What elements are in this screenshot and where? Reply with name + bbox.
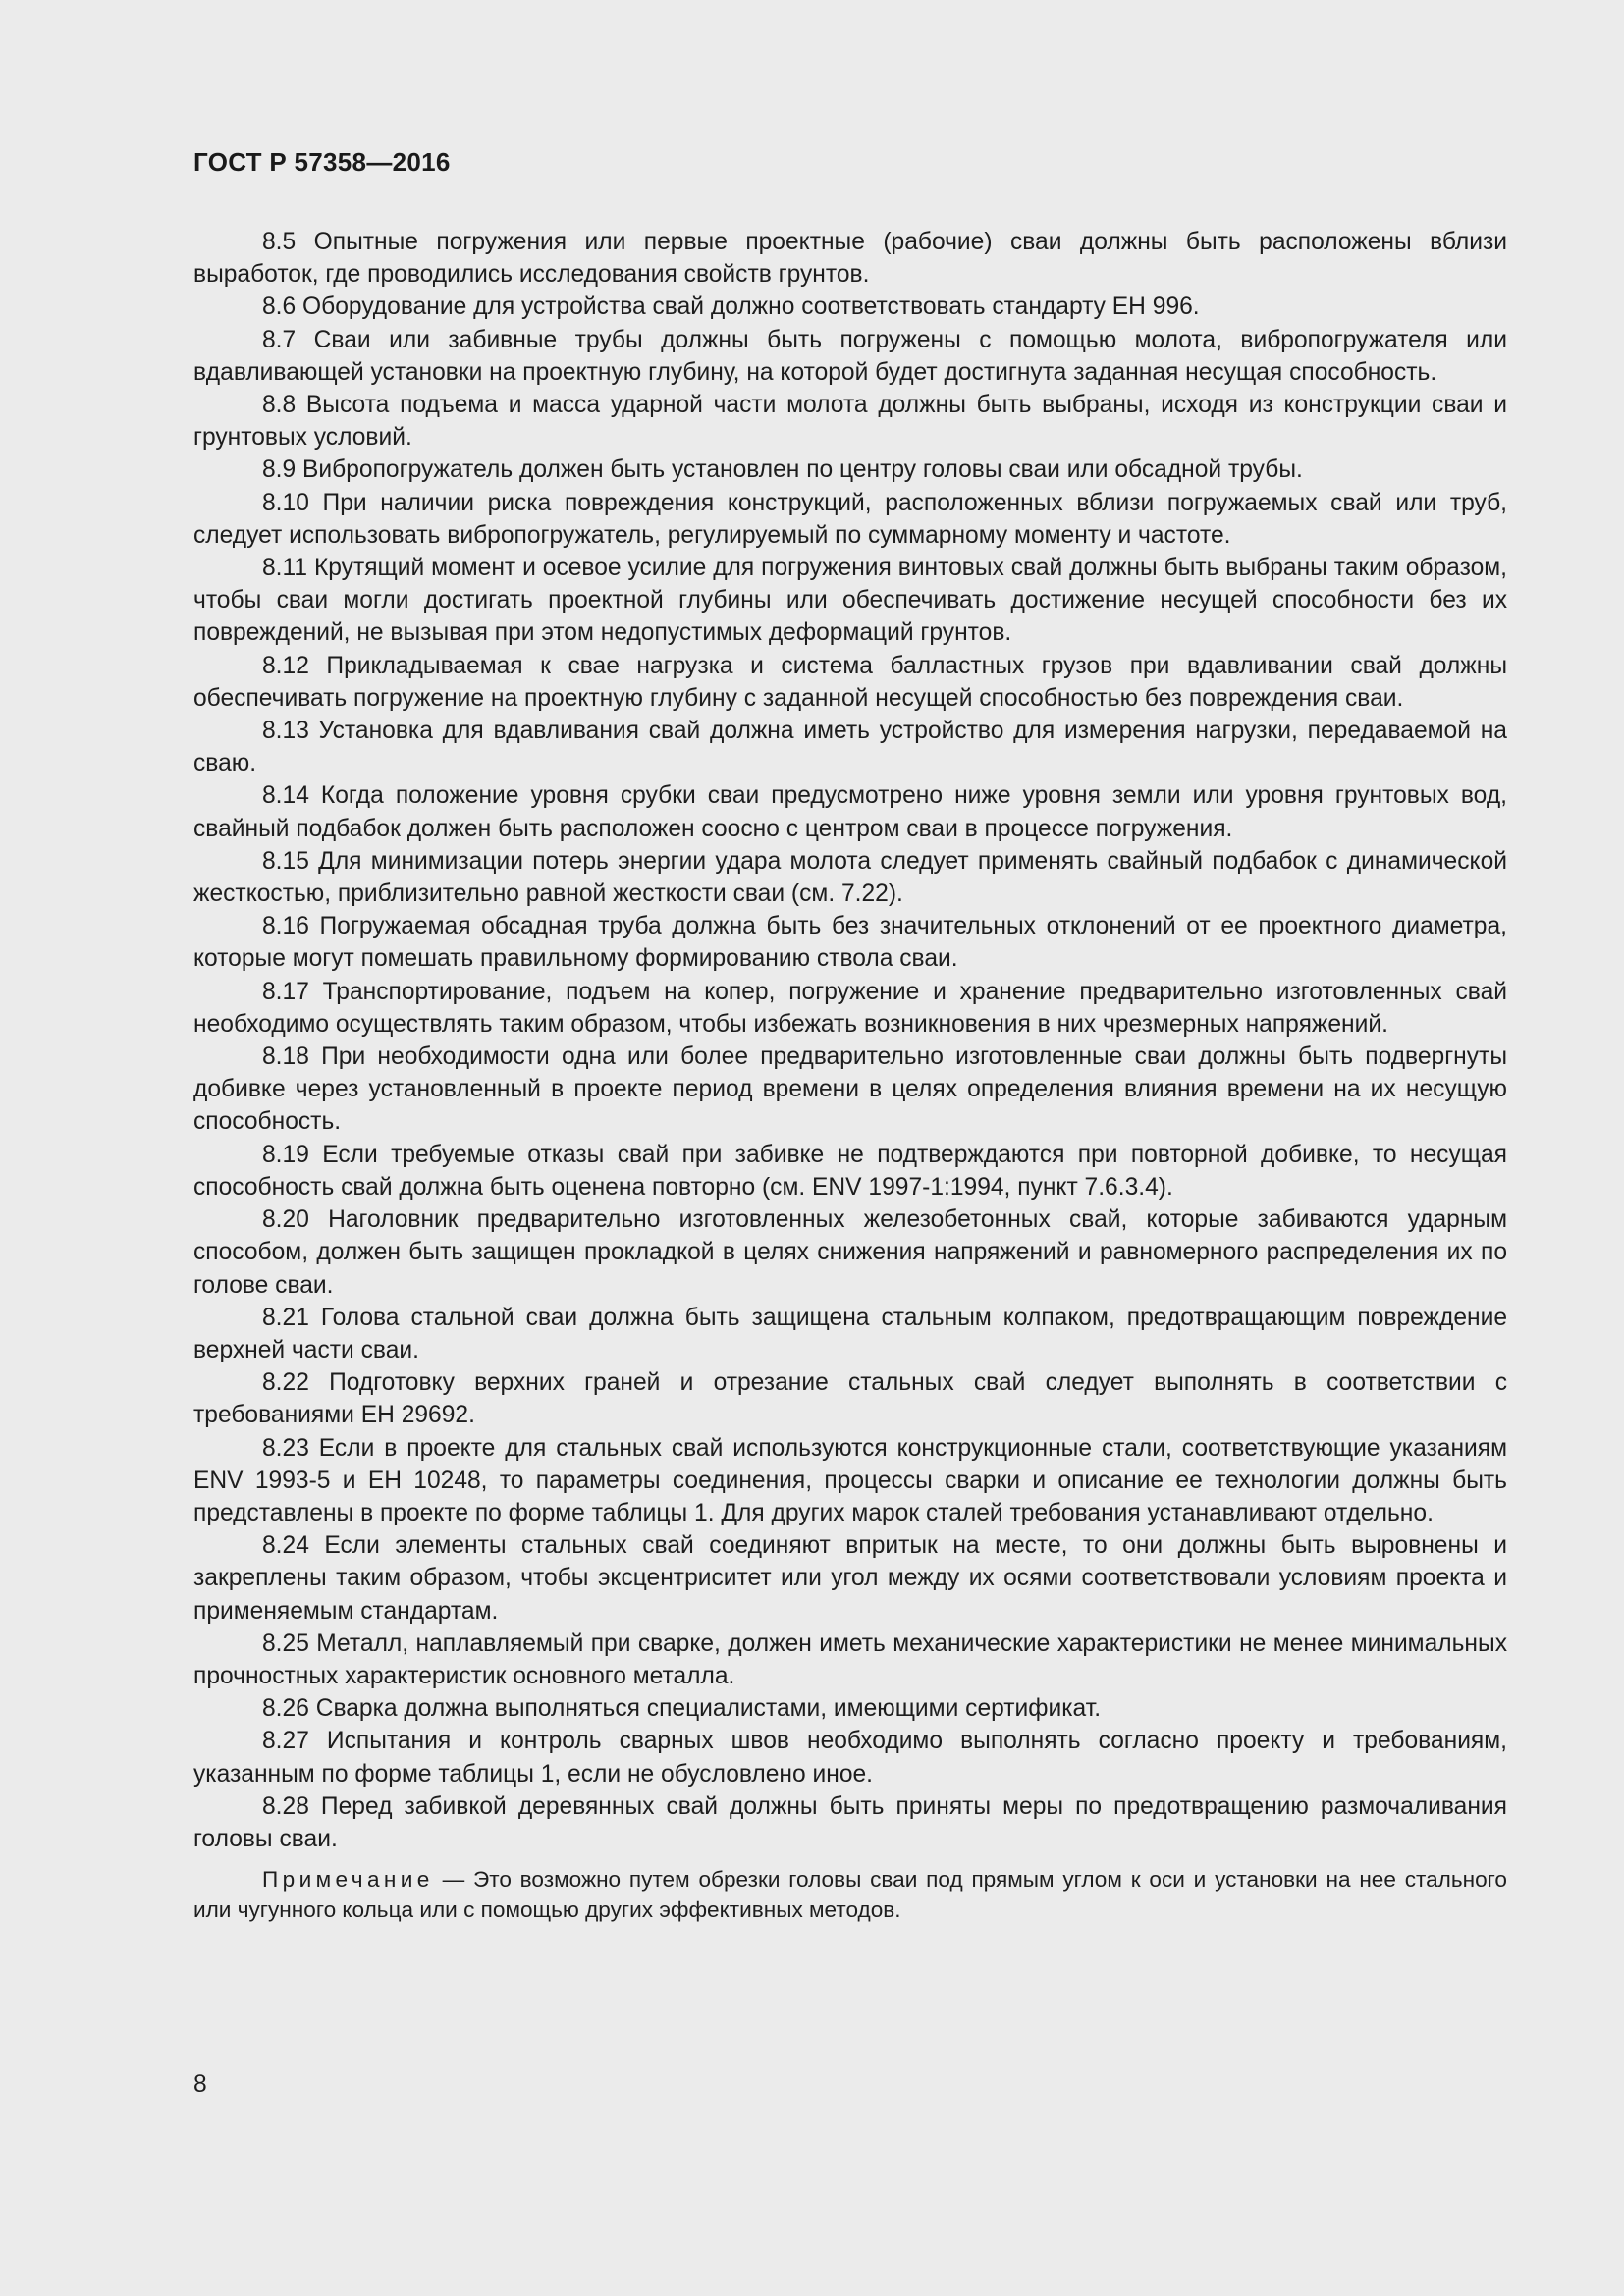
paragraph-8-26: 8.26 Сварка должна выполняться специалистами, имеющими сертификат. [262, 1695, 1102, 1723]
paragraph-8-20: 8.20 Наголовник предварительно изготовленных железобетонных свай, которые забиваются ударным способом, должен быть защищен прокладкой в целях снижения напряжений и равномерного распределения их по голове сваи. [193, 1206, 1507, 1299]
paragraph-8-6: 8.6 Оборудование для устройства свай должно соответствовать стандарту ЕН 996. [262, 294, 1200, 321]
paragraph-8-11: 8.11 Крутящий момент и осевое усилие для погружения винтовых свай должны быть выбраны таким образом, чтобы сваи могли достигать проектной глубины или обеспечивать достижение несущей способности без их повреждений, не вызывая при этом недопустимых деформаций грунтов. [193, 555, 1507, 647]
paragraph-8-28: 8.28 Перед забивкой деревянных свай должны быть приняты меры по предотвращению размочаливания головы сваи. [193, 1792, 1507, 1852]
paragraph-8-7: 8.7 Сваи или забивные трубы должны быть погружены с помощью молота, вибропогружателя или вдавливающей установки на проектную глубину, на которой будет достигнута заданная несущая способность. [193, 326, 1507, 386]
paragraph-8-19: 8.19 Если требуемые отказы свай при забивке не подтверждаются при повторной добивке, то несущая способность свай должна быть оценена повторно (см. ENV 1997-1:1994, пункт 7.6.3.4). [193, 1141, 1507, 1201]
paragraph-8-14: 8.14 Когда положение уровня срубки сваи предусмотрено ниже уровня земли или уровня грунтовых вод, свайный подбабок должен быть расположен соосно с центром сваи в процессе погружения. [193, 782, 1507, 842]
paragraph-8-10: 8.10 При наличии риска повреждения конструкций, расположенных вблизи погружаемых свай или труб, следует использовать вибропогружатель, регулируемый по суммарному моменту и частоте. [193, 489, 1507, 549]
paragraph-8-22: 8.22 Подготовку верхних граней и отрезание стальных свай следует выполнять в соответствии с требованиями ЕН 29692. [193, 1369, 1507, 1429]
page-number: 8 [193, 2071, 207, 2098]
paragraph-8-8: 8.8 Высота подъема и масса ударной части молота должны быть выбраны, исходя из конструкции сваи и грунтовых условий. [193, 392, 1507, 452]
paragraph-8-18: 8.18 При необходимости одна или более предварительно изготовленные сваи должны быть подвергнуты добивке через установленный в проекте период времени в целях определения влияния времени на их несущую способность. [193, 1043, 1507, 1136]
paragraph-8-15: 8.15 Для минимизации потерь энергии удара молота следует применять свайный подбабок с динамической жесткостью, приблизительно равной жесткости сваи (см. 7.22). [193, 847, 1507, 908]
paragraph-8-12: 8.12 Прикладываемая к свае нагрузка и система балластных грузов при вдавливании свай должны обеспечивать погружение на проектную глубину с заданной несущей способностью без повреждения сваи. [193, 652, 1507, 712]
paragraph-8-24: 8.24 Если элементы стальных свай соединяют впритык на месте, то они должны быть выровнены и закреплены таким образом, чтобы эксцентриситет или угол между их осями соответствовали условиям проекта и применяемым стандартам. [193, 1532, 1507, 1625]
paragraph-8-5: 8.5 Опытные погружения или первые проектные (рабочие) сваи должны быть расположены вблизи выработок, где проводились исследования свойств грунтов. [193, 229, 1507, 289]
paragraph-8-9: 8.9 Вибропогружатель должен быть установлен по центру головы сваи или обсадной трубы. [262, 456, 1303, 484]
paragraph-8-17: 8.17 Транспортирование, подъем на копер, погружение и хранение предварительно изготовленных свай необходимо осуществлять таким образом, чтобы избежать возникновения в них чрезмерных напряжений. [193, 978, 1507, 1038]
paragraph-8-27: 8.27 Испытания и контроль сварных швов необходимо выполнять согласно проекту и требованиям, указанным по форме таблицы 1, если не обусловлено иное. [193, 1728, 1507, 1788]
paragraph-8-23: 8.23 Если в проекте для стальных свай используются конструкционные стали, соответствующие указаниям ENV 1993-5 и ЕН 10248, то параметры соединения, процессы сварки и описание ее технологии должны быть представлены в проекте по форме таблицы 1. Для других марок сталей требования устанавливают отдельно. [193, 1434, 1507, 1526]
note-block [193, 1864, 1507, 1925]
note-label: Примечание [262, 1867, 434, 1893]
note-text: — Это возможно путем обрезки головы сваи под прямым углом к оси и установки на нее стального или чугунного кольца или с помощью других эффективных методов. [193, 1867, 1507, 1923]
paragraph-8-13: 8.13 Установка для вдавливания свай должна иметь устройство для измерения нагрузки, передаваемой на сваю. [193, 718, 1507, 777]
paragraph-8-25: 8.25 Металл, наплавляемый при сварке, должен иметь механические характеристики не менее минимальных прочностных характеристик основного металла. [193, 1629, 1507, 1689]
paragraph-8-21: 8.21 Голова стальной сваи должна быть защищена стальным колпаком, предотвращающим повреждение верхней части сваи. [193, 1304, 1507, 1363]
paragraph-8-16: 8.16 Погружаемая обсадная труба должна быть без значительных отклонений от ее проектного диаметра, которые могут помешать правильному формированию ствола сваи. [193, 913, 1507, 973]
document-header-code: ГОСТ Р 57358—2016 [193, 147, 451, 177]
document-body [193, 226, 1507, 1925]
